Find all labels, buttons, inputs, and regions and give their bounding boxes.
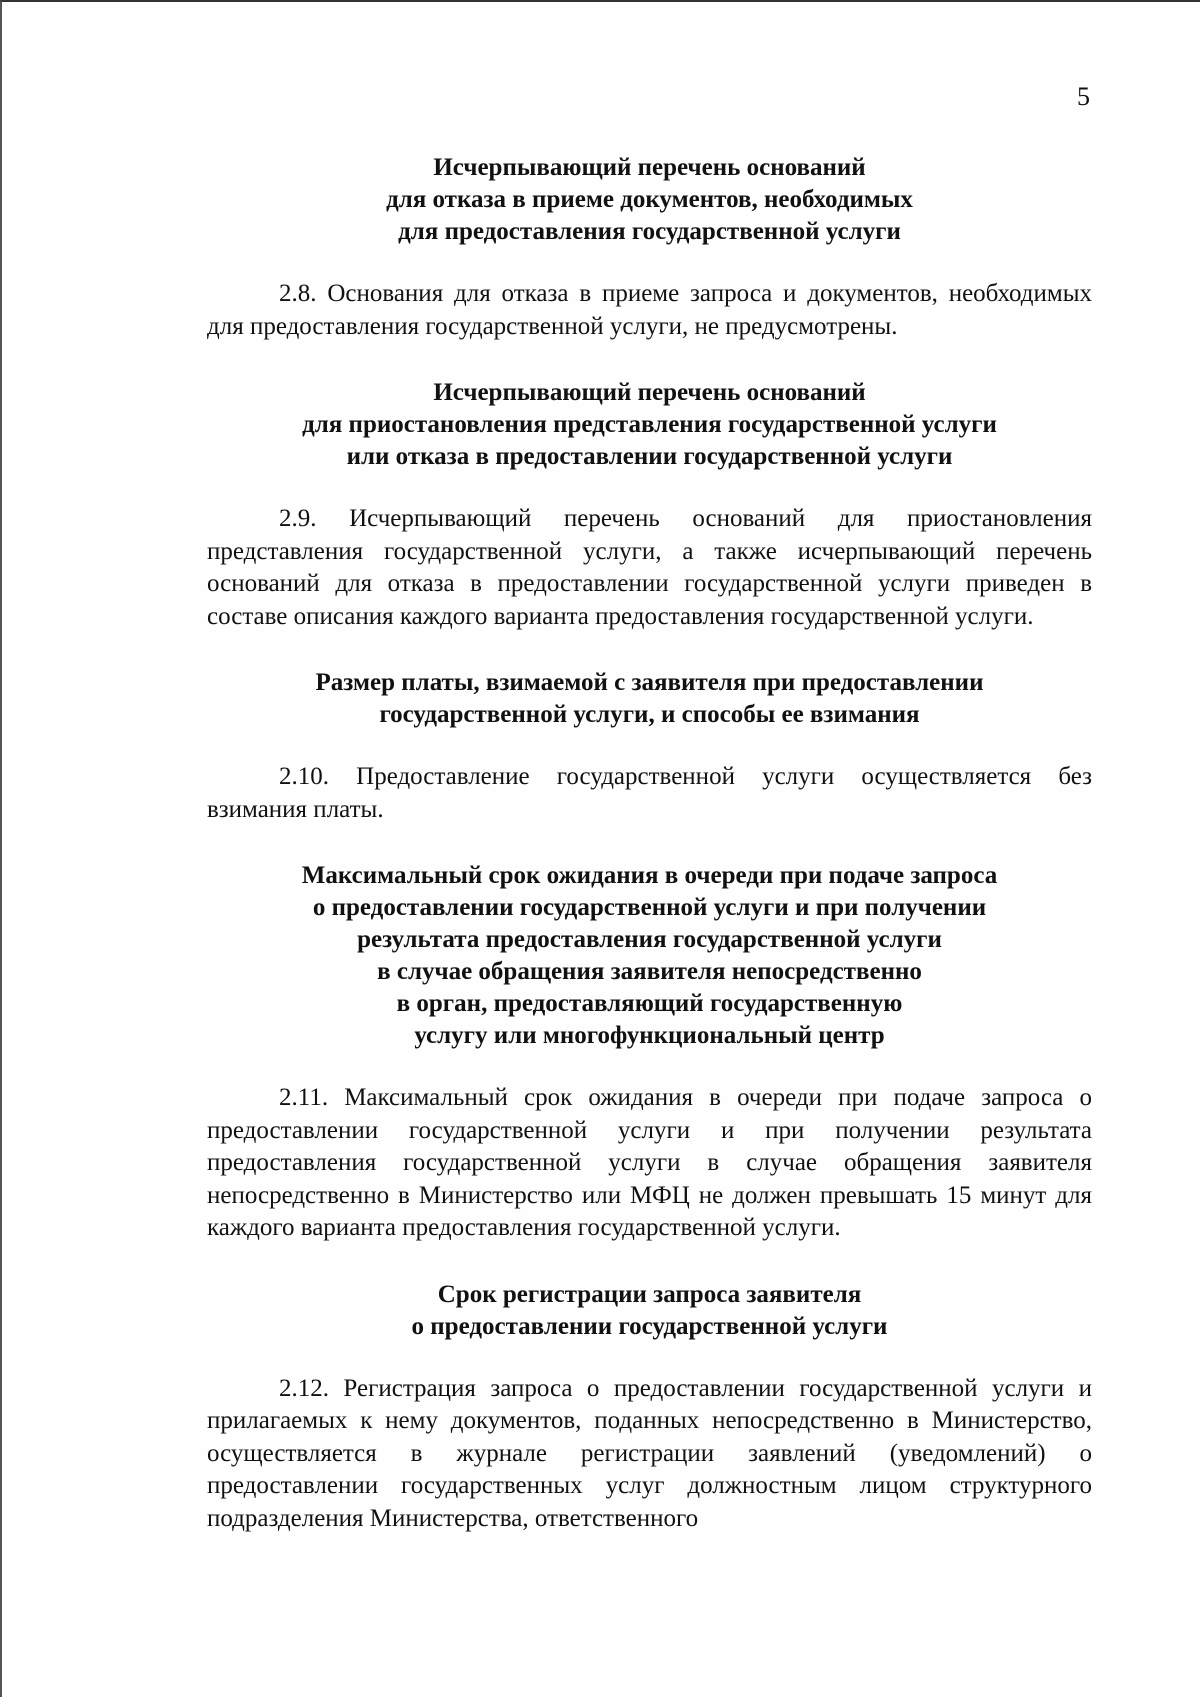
heading-line: Исчерпывающий перечень оснований xyxy=(433,154,866,181)
section-paragraph: 2.10. Предоставление государственной услуги осуществляется без взимания платы. xyxy=(207,763,1092,823)
heading-line: о предоставлении государственной услуги и при получении xyxy=(312,894,987,921)
section-heading xyxy=(207,860,1092,1052)
section-queue-time xyxy=(207,860,1092,1279)
heading-line: результата предоставления государственной услуги xyxy=(357,926,942,953)
section-heading xyxy=(207,1279,1092,1343)
heading-line: Срок регистрации запроса заявителя xyxy=(437,1280,862,1308)
section-paragraph: 2.9. Исчерпывающий перечень оснований для приостановления представления государственной услуги, а также исчерпывающий перечень оснований для отказа в предоставлении государственной услуги приведен в составе описания каждого варианта предоставления государственной услуги. xyxy=(207,505,1092,630)
heading-line: для предоставления государственной услуги xyxy=(398,218,901,245)
heading-line: о предоставлении государственной услуги xyxy=(411,1312,888,1340)
heading-line: для отказа в приеме документов, необходимых xyxy=(386,186,913,213)
heading-line: Максимальный срок ожидания в очереди при подаче запроса xyxy=(301,862,998,889)
heading-line: в орган, предоставляющий государственную xyxy=(396,990,903,1017)
heading-line: или отказа в предоставлении государственной услуги xyxy=(346,443,953,470)
heading-line: Размер платы, взимаемой с заявителя при предоставлении xyxy=(315,669,984,696)
heading-line: в случае обращения заявителя непосредственно xyxy=(377,958,922,985)
heading-line: государственной услуги, и способы ее взимания xyxy=(379,701,920,728)
heading-line: для приостановления представления государственной услуги xyxy=(302,411,997,438)
section-paragraph: 2.11. Максимальный срок ожидания в очереди при подаче запроса о предоставлении государственной услуги и при получении результата предоставления государственной услуги в случае обращения заявителя непосредственно в Министерство или МФЦ не должен превышать 15 минут для каждого варианта предоставления государственной услуги. xyxy=(207,1084,1092,1241)
section-refusal-documents xyxy=(207,152,1092,377)
section-heading xyxy=(207,377,1092,473)
section-heading xyxy=(207,152,1092,248)
document-body xyxy=(207,152,1092,1535)
page-number: 5 xyxy=(1077,82,1090,111)
heading-line: Исчерпывающий перечень оснований xyxy=(433,379,866,406)
section-paragraph: 2.12. Регистрация запроса о предоставлении государственной услуги и прилагаемых к нему документов, поданных непосредственно в Министерство, осуществляется в журнале регистрации заявлений (уведомлений) о предоставлении государственных услуг должностным лицом структурного подразделения Министерства, ответственного xyxy=(207,1374,1092,1532)
heading-line: услугу или многофункциональный центр xyxy=(414,1022,885,1049)
section-suspension-refusal xyxy=(207,377,1092,667)
section-fee xyxy=(207,667,1092,860)
section-paragraph: 2.8. Основания для отказа в приеме запроса и документов, необходимых для предоставления государственной услуги, не предусмотрены. xyxy=(207,280,1092,340)
section-registration-term xyxy=(207,1279,1092,1536)
section-heading xyxy=(207,667,1092,731)
